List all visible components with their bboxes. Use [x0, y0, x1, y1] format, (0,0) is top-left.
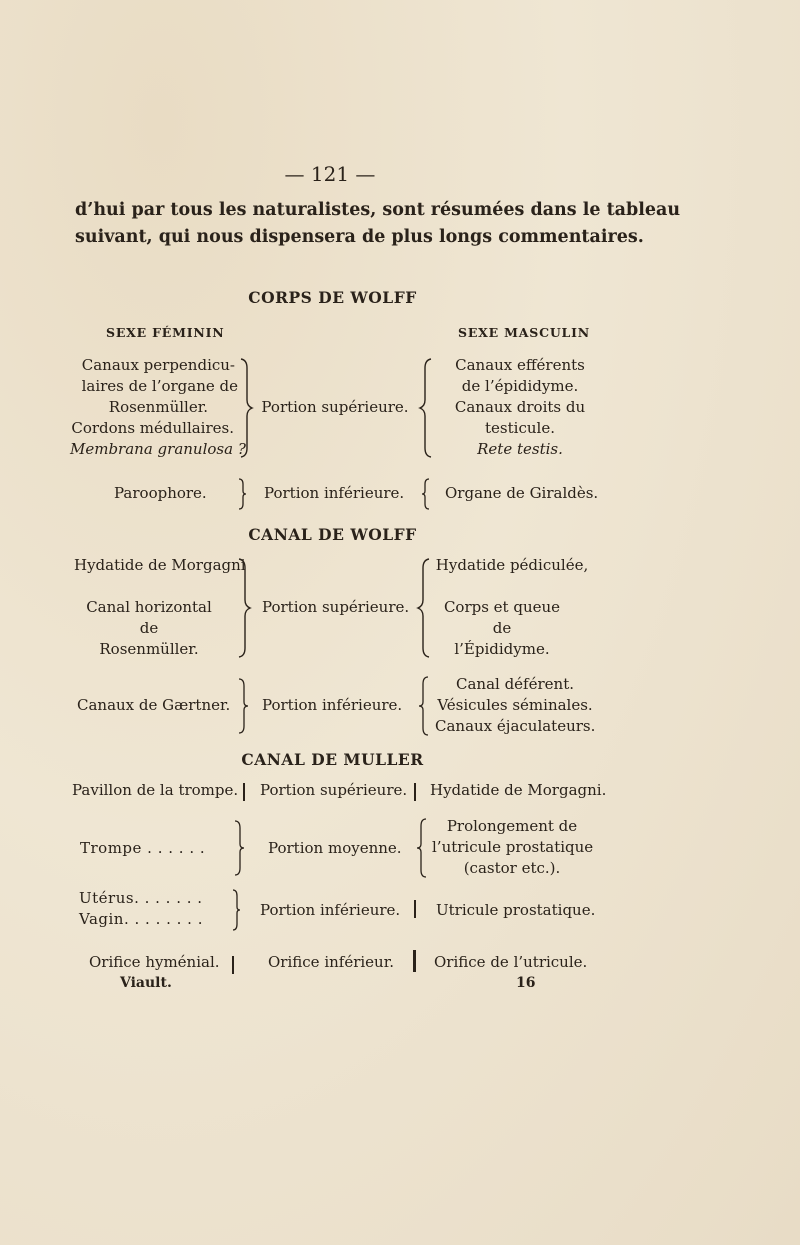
- s1-r1-left-line: Cordons médullaires.: [71, 419, 234, 437]
- s2-row2-right: [435, 674, 595, 737]
- s1-row1-left: [70, 355, 246, 460]
- s2-r1-left-line: Hydatide de Morgagni: [74, 556, 246, 574]
- s3-row4-right: Orifice de l’utricule.: [434, 953, 588, 971]
- s1-row1-mid: Portion supérieure.: [261, 398, 409, 416]
- brace-s2-r1-left: [236, 558, 252, 658]
- brace-s3-r3-left: [230, 889, 242, 931]
- s2-r1-right-line: Corps et queue: [443, 598, 561, 616]
- s2-r1-left-line: Rosenmüller.: [99, 640, 199, 658]
- s3-r3-left-line: Vagin. . . . . . . .: [79, 910, 203, 928]
- s3-r3-left-line: Utérus. . . . . . .: [79, 889, 203, 907]
- s1-row2-left: Paroophore.: [114, 484, 207, 502]
- s1-r1-left-line: Canaux perpendicu-: [81, 356, 235, 374]
- brace-s1-r2-left: [236, 478, 248, 510]
- divider-s3-r4-right: [413, 950, 416, 972]
- brace-s1-r2-right: [420, 478, 432, 510]
- column-header-female: SEXE FÉMININ: [106, 325, 225, 340]
- brace-s2-r2-right: [417, 676, 431, 736]
- s3-row2-left: Trompe . . . . . .: [80, 839, 206, 857]
- brace-s1-r1-left: [238, 358, 254, 458]
- brace-s1-r1-right: [418, 358, 434, 458]
- s2-r1-right-line: l’Épididyme.: [454, 640, 550, 658]
- intro-line-1: d’hui par tous les naturalistes, sont résumées dans le tableau: [75, 200, 681, 220]
- s1-r1-right-line: Rete testis.: [477, 440, 563, 458]
- s3-row1-left: Pavillon de la trompe.: [72, 781, 239, 799]
- sheet-number: 16: [516, 975, 536, 991]
- s2-r2-right-line: Canal déférent.: [455, 675, 574, 693]
- s3-row3-mid: Portion inférieure.: [260, 901, 401, 919]
- s1-r1-right-line: de l’épididyme.: [461, 377, 579, 395]
- s3-r2-right-line: l’utricule prostatique: [432, 838, 594, 856]
- divider-s3-r4-left: [232, 956, 234, 974]
- divider-s3-r3-right: [414, 900, 416, 918]
- s3-row2-right: [432, 816, 592, 879]
- s2-r1-right-line: [432, 576, 592, 597]
- s2-r2-right-line: Vésicules séminales.: [437, 696, 593, 714]
- section-title-corps-de-wolff: CORPS DE WOLFF: [248, 288, 417, 307]
- brace-s3-r2-left: [232, 820, 246, 876]
- s3-row1-right: Hydatide de Morgagni.: [430, 781, 607, 799]
- s2-row1-mid: Portion supérieure.: [262, 598, 410, 616]
- intro-line-2: suivant, qui nous dispensera de plus longs commentaires.: [75, 227, 644, 247]
- s2-r1-right-line: de: [492, 619, 512, 637]
- s1-r1-right-line: testicule.: [485, 419, 555, 437]
- s3-r2-right-line: Prolongement de: [446, 817, 578, 835]
- s1-r1-left-line: laires de l’organe de: [81, 377, 238, 395]
- s3-row3-left: [79, 888, 203, 930]
- s1-r1-left-line: Rosenmüller.: [108, 398, 208, 416]
- s3-row2-mid: Portion moyenne.: [268, 839, 402, 857]
- page-number: — 121 —: [284, 162, 376, 186]
- s3-row4-mid: Orifice inférieur.: [268, 953, 394, 971]
- s2-r2-right-line: Canaux éjaculateurs.: [435, 717, 596, 735]
- s2-row1-right: [432, 555, 592, 660]
- s1-row1-right: [440, 355, 600, 460]
- s1-r1-left-line: Membrana granulosa ?: [70, 440, 246, 458]
- s2-r1-left-line: [74, 576, 236, 597]
- column-header-male: SEXE MASCULIN: [458, 325, 591, 340]
- s3-row3-right: Utricule prostatique.: [436, 901, 596, 919]
- s3-r2-right-line: (castor etc.).: [463, 859, 561, 877]
- s2-r1-left-line: Canal horizontal: [86, 598, 212, 616]
- brace-s2-r2-left: [236, 678, 250, 734]
- s2-row2-left: Canaux de Gærtner.: [77, 696, 231, 714]
- s1-row2-mid: Portion inférieure.: [264, 484, 405, 502]
- s2-row2-mid: Portion inférieure.: [262, 696, 403, 714]
- printer-signature: Viault.: [120, 975, 172, 991]
- divider-s3-r1-left: [243, 783, 245, 801]
- s3-row1-mid: Portion supérieure.: [260, 781, 408, 799]
- brace-s3-r2-right: [415, 818, 429, 878]
- s1-row2-right: Organe de Giraldès.: [445, 484, 599, 502]
- s2-r1-left-line: de: [139, 619, 159, 637]
- s1-r1-right-line: Canaux efférents: [455, 356, 585, 374]
- s3-row4-left: Orifice hyménial.: [89, 953, 220, 971]
- brace-s2-r1-right: [416, 558, 432, 658]
- section-title-canal-de-muller: CANAL DE MULLER: [241, 750, 424, 769]
- s1-r1-right-line: Canaux droits du: [454, 398, 586, 416]
- s2-row1-left: [74, 555, 246, 660]
- s2-r1-right-line: Hydatide pédiculée,: [435, 556, 589, 574]
- divider-s3-r1-right: [414, 783, 416, 801]
- section-title-canal-de-wolff: CANAL DE WOLFF: [248, 525, 417, 544]
